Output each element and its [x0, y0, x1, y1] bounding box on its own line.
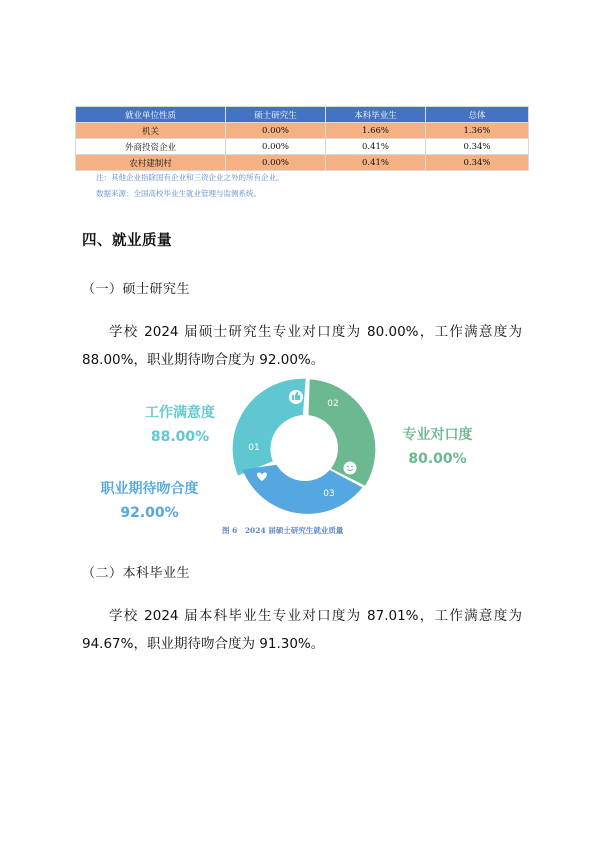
major-match-label: 专业对口度	[402, 427, 473, 443]
satisfaction-label: 工作满意度	[145, 405, 215, 421]
segment-number-02: 02	[327, 399, 339, 409]
expectation-match-label: 职业期待吻合度	[100, 481, 199, 497]
table-header-cell: 本科毕业生	[326, 107, 426, 123]
table-cell: 0.41%	[326, 155, 426, 171]
table-header-cell: 硕士研究生	[226, 107, 326, 123]
figure-caption: 图 6 2024 届硕士研究生就业质量	[222, 526, 344, 535]
major-match-value: 80.00%	[408, 451, 467, 467]
table-header-cell: 就业单位性质	[76, 107, 226, 123]
table-cell: 1.36%	[426, 123, 529, 139]
table-cell: 机关	[76, 123, 226, 139]
table-cell: 0.34%	[426, 139, 529, 155]
subsection-heading-master: （一）硕士研究生	[82, 282, 191, 297]
table-note: 注：其他企业指除国有企业和三资企业之外的所有企业。	[96, 173, 284, 182]
table-cell: 1.66%	[326, 123, 426, 139]
section-heading: 四、就业质量	[82, 233, 172, 249]
table-cell: 0.00%	[226, 155, 326, 171]
table-cell: 0.34%	[426, 155, 529, 171]
smiley-icon	[344, 462, 357, 475]
table-header-cell: 总体	[426, 107, 529, 123]
bachelor-paragraph: 学校 2024 届本科毕业生专业对口度为 87.01%，工作满意度为 94.67%，职业期待吻合度为 91.30%。	[82, 608, 522, 652]
table-cell: 农村建制村	[76, 155, 226, 171]
table-source: 数据来源：全国高校毕业生就业管理与监测系统。	[96, 189, 261, 198]
table-cell: 0.00%	[226, 139, 326, 155]
table-cell: 0.41%	[326, 139, 426, 155]
expectation-match-value: 92.00%	[120, 505, 179, 521]
master-paragraph: 学校 2024 届硕士研究生专业对口度为 80.00%，工作满意度为 88.00%，职业期待吻合度为 92.00%。	[82, 324, 522, 368]
subsection-heading-bachelor: （二）本科毕业生	[82, 566, 191, 581]
thumbs-up-icon	[289, 390, 303, 404]
segment-number-03: 03	[323, 489, 335, 499]
table-cell: 0.00%	[226, 123, 326, 139]
satisfaction-value: 88.00%	[150, 429, 210, 445]
table-cell: 外商投资企业	[76, 139, 226, 155]
segment-number-01: 01	[248, 443, 260, 453]
